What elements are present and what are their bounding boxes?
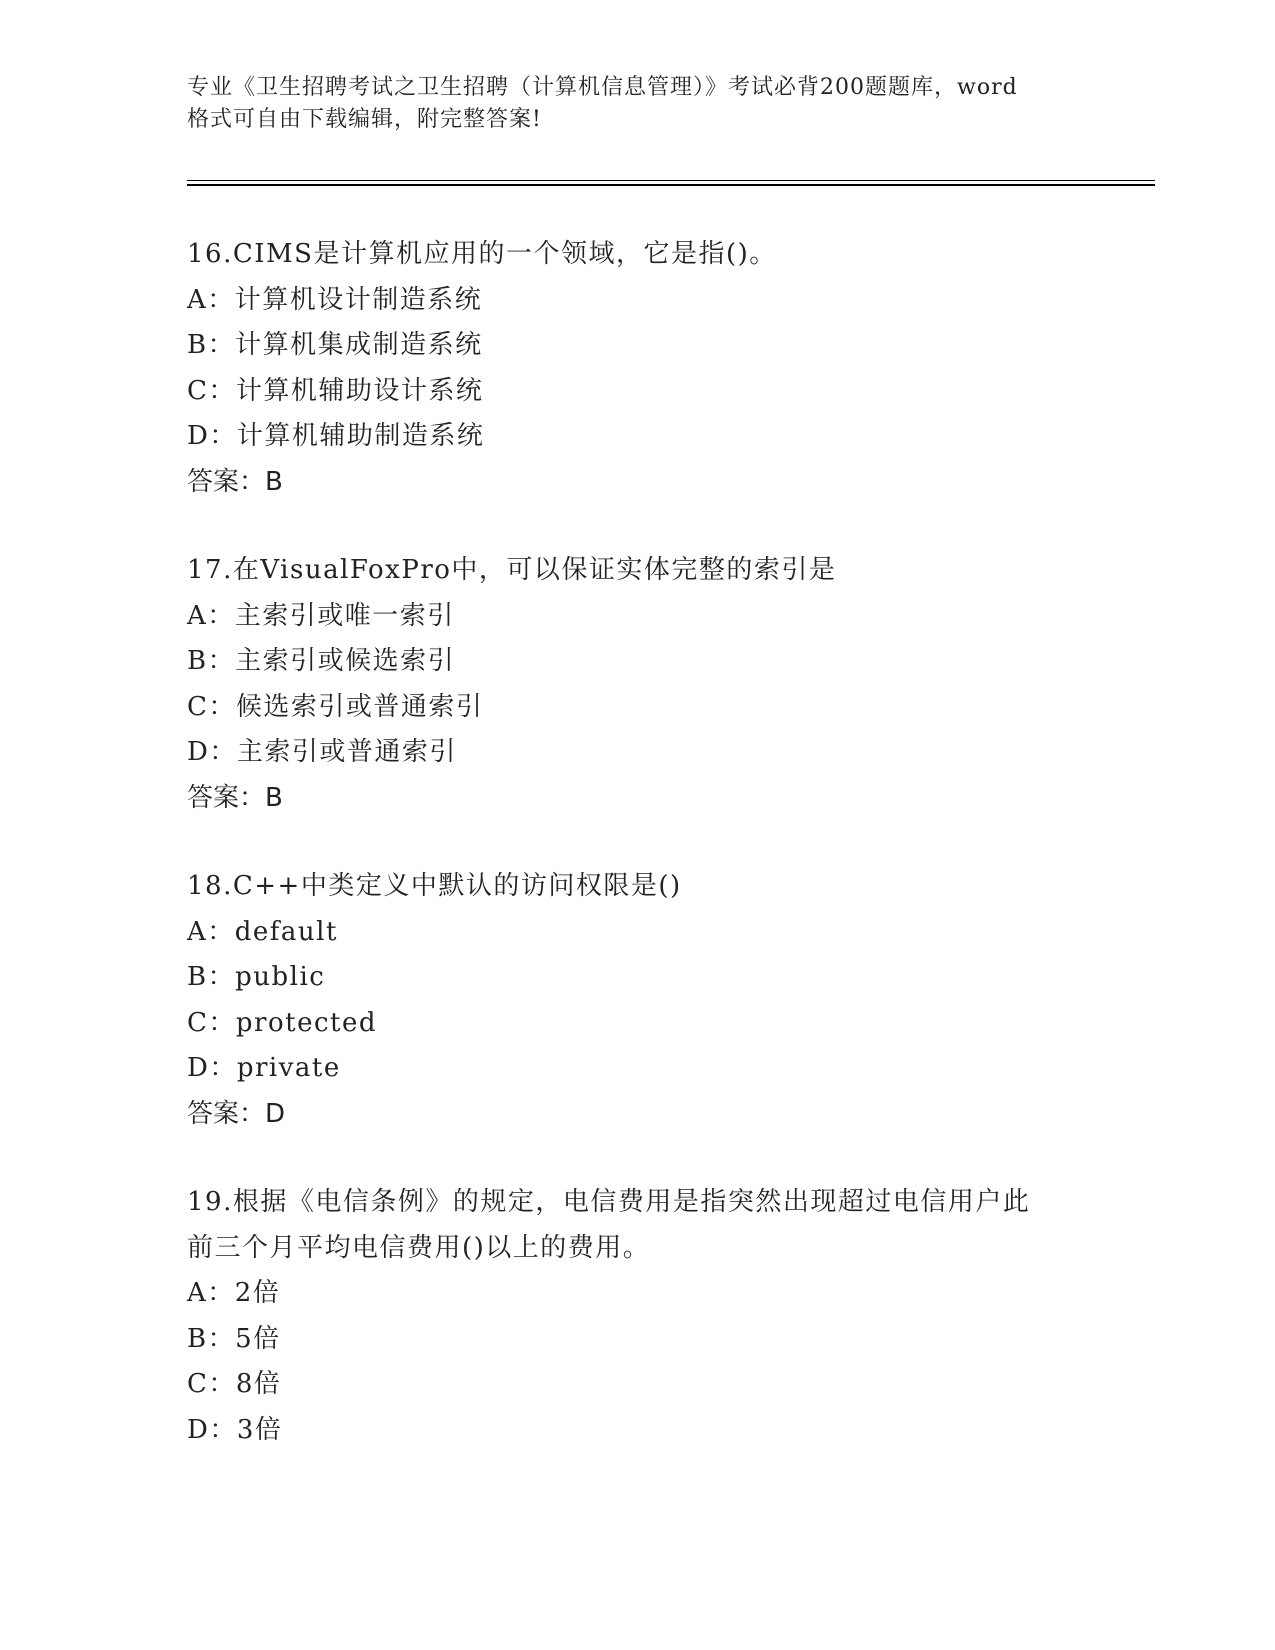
option-b: B：public: [187, 962, 326, 992]
answer-label: 答案：B: [187, 466, 283, 497]
header-line: 格式可自由下载编辑，附完整答案!: [187, 107, 542, 132]
option-a: A：default: [187, 916, 338, 947]
document-header: [187, 72, 1087, 136]
option-d: D：计算机辅助制造系统: [187, 421, 485, 451]
option-d: D：private: [187, 1053, 341, 1083]
option-b: B：5倍: [187, 1323, 281, 1354]
option-c: C：protected: [187, 1007, 377, 1038]
option-d: D：3倍: [187, 1414, 283, 1445]
question-17: [187, 548, 1127, 821]
option-c: C：8倍: [187, 1369, 282, 1399]
question-list: [187, 232, 1127, 1496]
header-line: 专业《卫生招聘考试之卫生招聘（计算机信息管理）》考试必背200题题库，word: [187, 75, 1018, 100]
question-stem: 19.根据《电信条例》的规定，电信费用是指突然出现超过电信用户此前三个月平均电信费用()以上的费用。: [187, 1187, 1031, 1263]
answer-label: 答案：D: [187, 1098, 286, 1129]
option-b: B：主索引或候选索引: [187, 646, 456, 676]
option-c: C：候选索引或普通索引: [187, 691, 484, 722]
question-19: [187, 1180, 1127, 1453]
question-18: [187, 864, 1127, 1137]
option-a: A：主索引或唯一索引: [187, 600, 455, 631]
option-a: A：2倍: [187, 1278, 281, 1308]
question-16: [187, 232, 1127, 505]
header-divider: [187, 184, 1155, 186]
option-c: C：计算机辅助设计系统: [187, 375, 484, 406]
question-stem: 17.在VisualFoxPro中，可以保证实体完整的索引是: [187, 555, 837, 585]
option-b: B：计算机集成制造系统: [187, 330, 483, 360]
option-a: A：计算机设计制造系统: [187, 284, 483, 315]
answer-label: 答案：B: [187, 782, 283, 813]
question-stem: 18.C++中类定义中默认的访问权限是(): [187, 871, 682, 901]
question-stem: 16.CIMS是计算机应用的一个领域，它是指()。: [187, 239, 777, 269]
header-divider: [187, 180, 1155, 181]
option-d: D：主索引或普通索引: [187, 737, 457, 767]
